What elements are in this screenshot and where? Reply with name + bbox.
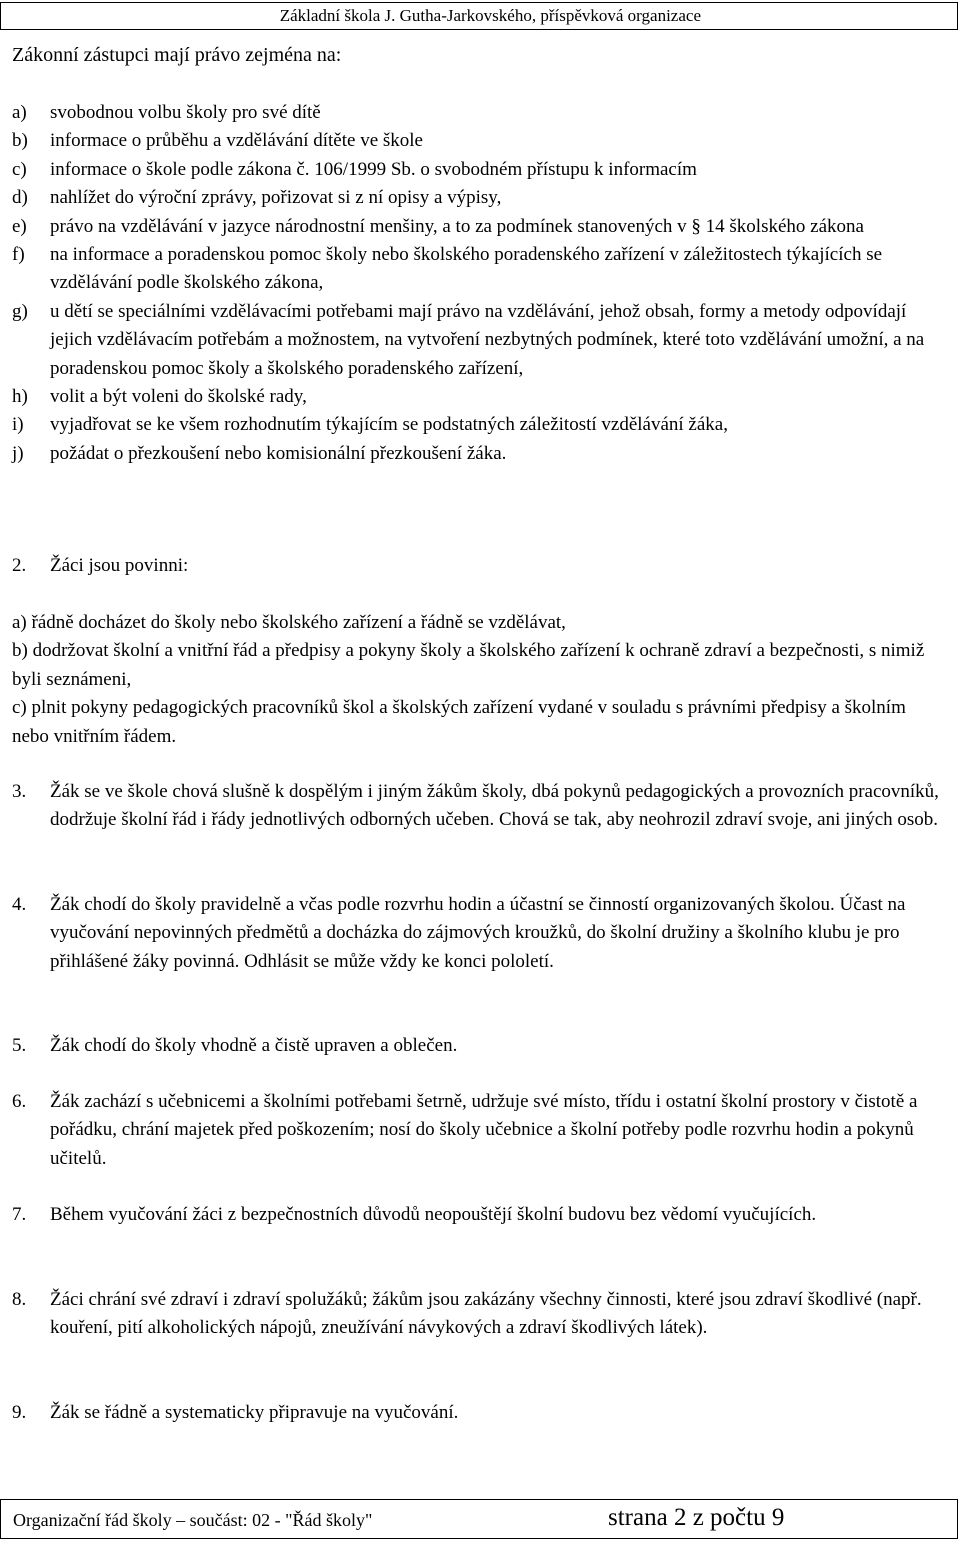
list-item: j) požádat o přezkoušení nebo komisionální přezkoušení žáka. bbox=[12, 442, 507, 464]
page-footer bbox=[0, 1499, 958, 1539]
duty-item: a) řádně docházet do školy nebo školského zařízení a řádně se vzdělávat, bbox=[12, 612, 566, 633]
list-item: h) volit a být voleni do školské rady, bbox=[12, 386, 307, 408]
list-item: a) svobodnou volbu školy pro své dítě bbox=[12, 102, 321, 123]
duty-item: c) plnit pokyny pedagogických pracovníků škol a školských zařízení vydané v souladu s právními předpisy a školním nebo vnitřním řádem. bbox=[12, 697, 906, 747]
school-name: Základní škola J. Gutha-Jarkovského, příspěvková organizace bbox=[279, 6, 701, 25]
rule-5: 5. Žák chodí do školy vhodně a čistě upraven a oblečen. bbox=[12, 1035, 458, 1056]
list-item: c) informace o škole podle zákona č. 106/1999 Sb. o svobodném přístupu k informacím bbox=[12, 158, 697, 180]
duties-block bbox=[12, 609, 942, 751]
page-header bbox=[0, 2, 958, 30]
rule-8: 8. Žáci chrání své zdraví i zdraví spolužáků; žákům jsou zakázány všechny činnosti, které jsou zdraví škodlivé (např. kouření, pití alkoholických nápojů, zneužívání návykových a zdraví škodlivých látek). bbox=[12, 1289, 922, 1339]
list-item: b) informace o průběhu a vzdělávání dítěte ve škole bbox=[12, 130, 423, 152]
rule-7: 7. Během vyučování žáci z bezpečnostních důvodů neopouštějí školní budovu bez vědomí vyučujících. bbox=[12, 1204, 817, 1225]
list-item: e) právo na vzdělávání v jazyce národnostní menšiny, a to za podmínek stanovených v § 14 školského zákona bbox=[12, 215, 864, 237]
footer-document-title: Organizační řád školy – součást: 02 - "Řád školy" bbox=[13, 1510, 373, 1530]
list-item: f) na informace a poradenskou pomoc školy nebo školského poradenského zařízení v záležitostech týkajících se vzdělávání podle školského zákona, bbox=[12, 244, 883, 294]
list-item: d) nahlížet do výroční zprávy, pořizovat si z ní opisy a výpisy, bbox=[12, 187, 502, 209]
footer-page-number: strana 2 z počtu 9 bbox=[608, 1504, 785, 1531]
section-2-heading: 2. Žáci jsou povinni: bbox=[12, 555, 189, 576]
rights-intro: Zákonní zástupci mají právo zejména na: bbox=[12, 44, 342, 66]
rule-9: 9. Žák se řádně a systematicky připravuje na vyučování. bbox=[12, 1402, 459, 1423]
list-item: i) vyjadřovat se ke všem rozhodnutím týkajícím se podstatných záležitostí vzdělávání žáka, bbox=[12, 414, 728, 436]
rule-6: 6. Žák zachází s učebnicemi a školními potřebami šetrně, udržuje své místo, třídu i ostatní školní prostory v čistotě a pořádku, chrání majetek před poškozením; nosí do školy učebnice a školní potřeby podle rozvrhu hodin a pokynů učitelů. bbox=[12, 1091, 918, 1169]
rule-3: 3. Žák se ve škole chová slušně k dospělým i jiným žákům školy, dbá pokynů pedagogických a provozních pracovníků, dodržuje školní řád i řády jednotlivých odborných učeben. Chová se tak, aby neohrozil zdraví svoje, ani jiných osob. bbox=[12, 781, 939, 831]
rights-list bbox=[12, 99, 947, 468]
duty-item: b) dodržovat školní a vnitřní řád a předpisy a pokyny školy a školského zařízení k ochraně zdraví a bezpečnosti, s nimiž byli seznámeni, bbox=[12, 640, 925, 690]
list-item: g) u dětí se speciálními vzdělávacími potřebami mají právo na vzdělávání, jehož obsah, formy a metody odpovídají jejich vzdělávacím potřebám a možnostem, na vytvoření nezbytných podmínek, které toto vzdělávání umožní, a na poradenskou pomoc školy a školského poradenského zařízení, bbox=[12, 300, 925, 379]
rule-4: 4. Žák chodí do školy pravidelně a včas podle rozvrhu hodin a účastní se činností organizovaných školou. Účast na vyučování nepovinných předmětů a docházka do zájmových kroužků, do školní družiny a školního klubu je pro přihlášené žáky povinná. Odhlásit se může vždy ke konci pololetí. bbox=[12, 894, 906, 972]
